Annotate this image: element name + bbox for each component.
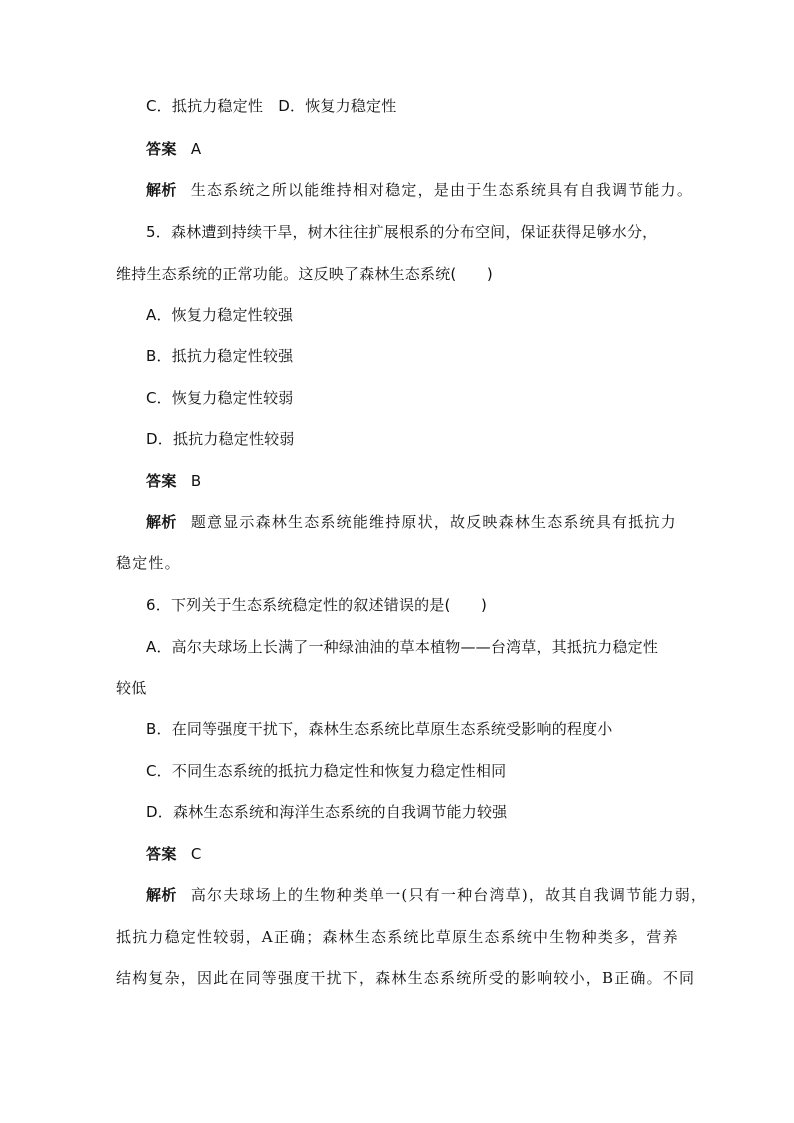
- q5-stem-line-1: 5．森林遭到持续干旱，树木往往扩展根系的分布空间，保证获得足够水分，: [146, 223, 658, 241]
- analysis-label: 解析: [146, 513, 177, 531]
- answer-value: A: [190, 140, 202, 158]
- q6-analysis-line-1: [146, 884, 707, 906]
- q5-stem-line-2: 维持生态系统的正常功能。这反映了森林生态系统( ): [116, 265, 493, 283]
- q6-option-b: B．在同等强度干扰下，森林生态系统比草原生态系统受影响的程度小: [146, 720, 613, 738]
- answer-label: 答案: [146, 140, 177, 158]
- analysis-text: 高尔夫球场上的生物种类单一(只有一种台湾草)，故其自我调节能力弱，: [190, 886, 708, 904]
- q6-option-a-line-1: A．高尔夫球场上长满了一种绿油油的草本植物——台湾草，其抵抗力稳定性: [146, 638, 659, 656]
- analysis-text: 题意显示森林生态系统能维持原状，故反映森林生态系统具有抵抗力: [190, 513, 677, 531]
- q6-option-a-line-2: 较低: [116, 679, 147, 697]
- q6-answer: [146, 843, 202, 865]
- q6-stem: 6．下列关于生态系统稳定性的叙述错误的是( ): [146, 596, 488, 614]
- q5-analysis-line-2: 稳定性。: [116, 554, 181, 572]
- q4-analysis: [146, 179, 693, 201]
- q5-option-d: D．抵抗力稳定性较弱: [146, 430, 295, 448]
- q5-option-c: C．恢复力稳定性较弱: [146, 389, 294, 407]
- q5-analysis-line-1: [146, 511, 677, 533]
- q5-option-a: A．恢复力稳定性较强: [146, 306, 294, 324]
- q6-analysis-line-3: 结构复杂，因此在同等强度干扰下，森林生态系统所受的影响较小，B正确。不同: [116, 969, 696, 987]
- analysis-label: 解析: [146, 886, 177, 904]
- answer-label: 答案: [146, 472, 177, 490]
- answer-value: C: [190, 845, 202, 863]
- q6-option-d: D．森林生态系统和海洋生态系统的自我调节能力较强: [146, 803, 508, 821]
- answer-label: 答案: [146, 845, 177, 863]
- q6-analysis-line-2: 抵抗力稳定性较弱，A正确；森林生态系统比草原生态系统中生物种类多，营养: [116, 928, 679, 946]
- q6-option-c: C．不同生态系统的抵抗力稳定性和恢复力稳定性相同: [146, 762, 507, 780]
- analysis-label: 解析: [146, 181, 177, 199]
- q4-answer: [146, 138, 201, 160]
- q5-option-b: B．抵抗力稳定性较强: [146, 347, 294, 365]
- answer-value: B: [190, 472, 202, 490]
- q4-option-cd: C．抵抗力稳定性 D．恢复力稳定性: [146, 97, 397, 115]
- analysis-text: 生态系统之所以能维持相对稳定，是由于生态系统具有自我调节能力。: [190, 181, 694, 199]
- q5-answer: [146, 470, 201, 492]
